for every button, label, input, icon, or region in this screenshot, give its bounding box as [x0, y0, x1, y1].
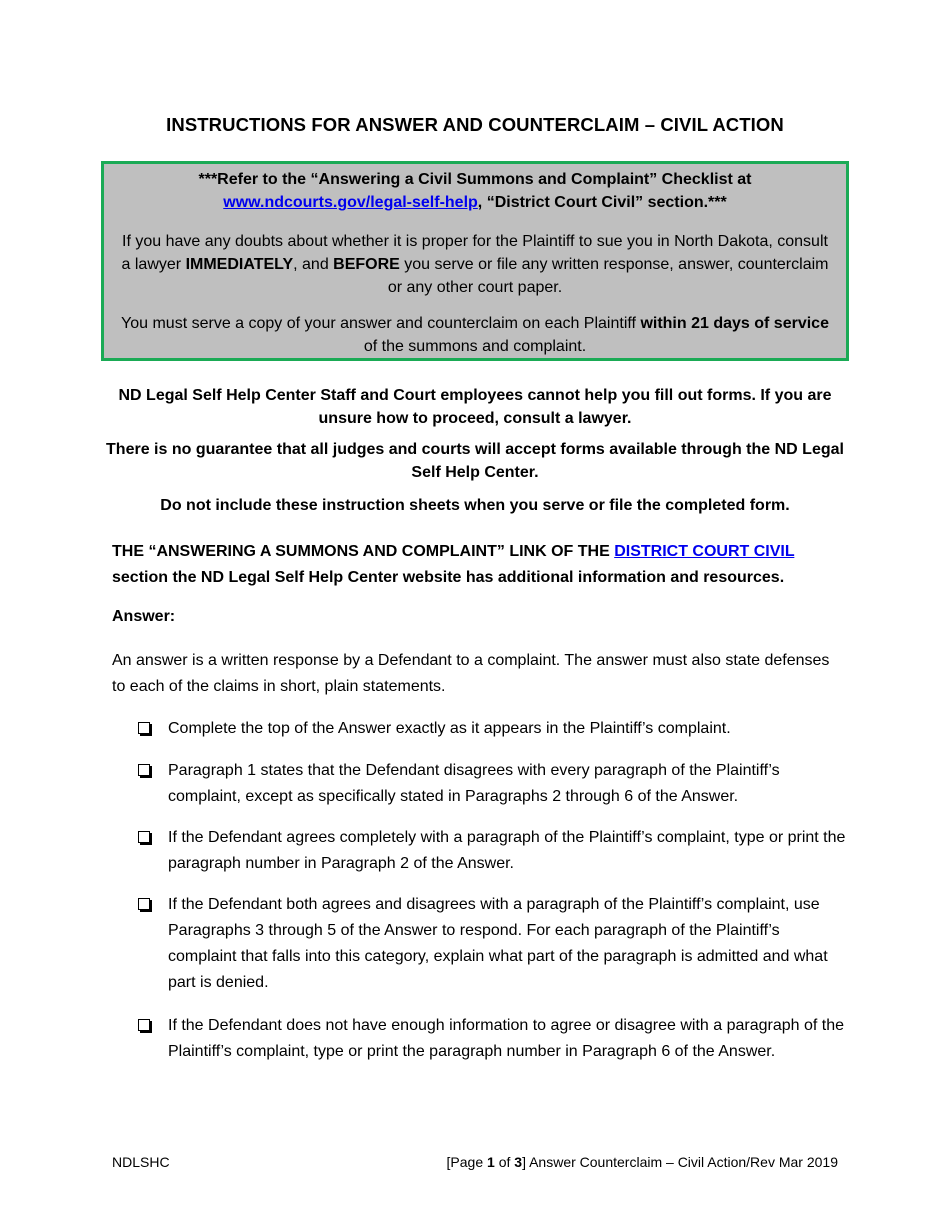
resources-prefix: THE “ANSWERING A SUMMONS AND COMPLAINT” LINK OF THE	[112, 543, 615, 560]
checklist-item-text: If the Defendant both agrees and disagrees with a paragraph of the Plaintiff’s complaint, use Paragraphs 3 through 5 of the Answer to respond. For each paragraph of the Plaintiff’s complaint that falls into this category, explain what part of the paragraph is admitted and what part is denied.	[168, 896, 828, 991]
footer-page-info	[447, 1154, 838, 1170]
footer-form-name: ] Answer Counterclaim – Civil Action/Rev Mar 2019	[522, 1154, 838, 1170]
doubts-text-1: If you have any doubts about whether it is proper for the Plaintiff to sue you in North Dakota, consult a lawyer	[121, 233, 828, 273]
refer-prefix: ***Refer to the “Answering a Civil Summons and Complaint” Checklist at	[198, 171, 752, 188]
footer-organization: NDLSHC	[112, 1154, 170, 1170]
checkbox-icon[interactable]	[138, 764, 150, 776]
checkbox-icon[interactable]	[138, 898, 150, 910]
resources-paragraph	[112, 539, 852, 591]
checklist-item-text: If the Defendant agrees completely with a paragraph of the Plaintiff’s complaint, type or print the paragraph number in Paragraph 2 of the Answer.	[168, 829, 846, 872]
refer-suffix: , “District Court Civil” section.***	[477, 194, 727, 211]
checklist-item-text: Complete the top of the Answer exactly as it appears in the Plaintiff’s complaint.	[168, 720, 731, 737]
serve-bold-deadline: within 21 days of service	[640, 315, 829, 332]
footer-page-total: 3	[514, 1154, 523, 1170]
doubts-text-3: you serve or file any written response, answer, counterclaim or any other court paper.	[387, 256, 829, 296]
footer-page-prefix: [Page	[446, 1154, 488, 1170]
jurisdiction-warning	[118, 230, 832, 299]
no-guarantee-notice: There is no guarantee that all judges and courts will accept forms available through the ND Legal Self Help Center.	[106, 441, 844, 481]
checklist-reference	[104, 168, 846, 214]
doubts-bold-immediately: IMMEDIATELY	[185, 256, 294, 273]
serve-text-1: You must serve a copy of your answer and counterclaim on each Plaintiff	[121, 315, 641, 332]
serve-text-2: of the summons and complaint.	[363, 338, 587, 355]
footer-page-of: of	[494, 1154, 515, 1170]
district-court-civil-link[interactable]: DISTRICT COURT CIVIL	[614, 543, 795, 560]
service-deadline-notice	[118, 312, 832, 358]
instruction-sheets-notice: Do not include these instruction sheets when you serve or file the completed form.	[160, 497, 790, 514]
checkbox-icon[interactable]	[138, 831, 150, 843]
checklist-item-text: Paragraph 1 states that the Defendant disagrees with every paragraph of the Plaintiff’s complaint, except as specifically stated in Paragraphs 2 through 6 of the Answer.	[168, 762, 780, 805]
footer-page-number: 1	[487, 1154, 495, 1170]
important-notice-box	[101, 161, 849, 361]
checklist-item-text: If the Defendant does not have enough information to agree or disagree with a paragraph of the Plaintiff’s complaint, type or print the paragraph number in Paragraph 6 of the Answer.	[168, 1017, 845, 1060]
resources-suffix: section the ND Legal Self Help Center website has additional information and resources.	[112, 569, 785, 586]
staff-help-notice: ND Legal Self Help Center Staff and Court employees cannot help you fill out forms. If you are unsure how to proceed, consult a lawyer.	[118, 387, 832, 427]
page-title: INSTRUCTIONS FOR ANSWER AND COUNTERCLAIM – CIVIL ACTION	[166, 114, 784, 135]
checkbox-icon[interactable]	[138, 722, 150, 734]
answer-intro: An answer is a written response by a Defendant to a complaint. The answer must also state defenses to each of the claims in short, plain statements.	[112, 652, 830, 695]
checkbox-icon[interactable]	[138, 1019, 150, 1031]
legal-self-help-link[interactable]: www.ndcourts.gov/legal-self-help	[223, 194, 478, 211]
doubts-bold-before: BEFORE	[333, 256, 400, 273]
doubts-text-2: , and	[293, 256, 334, 273]
answer-heading: Answer:	[112, 608, 176, 625]
